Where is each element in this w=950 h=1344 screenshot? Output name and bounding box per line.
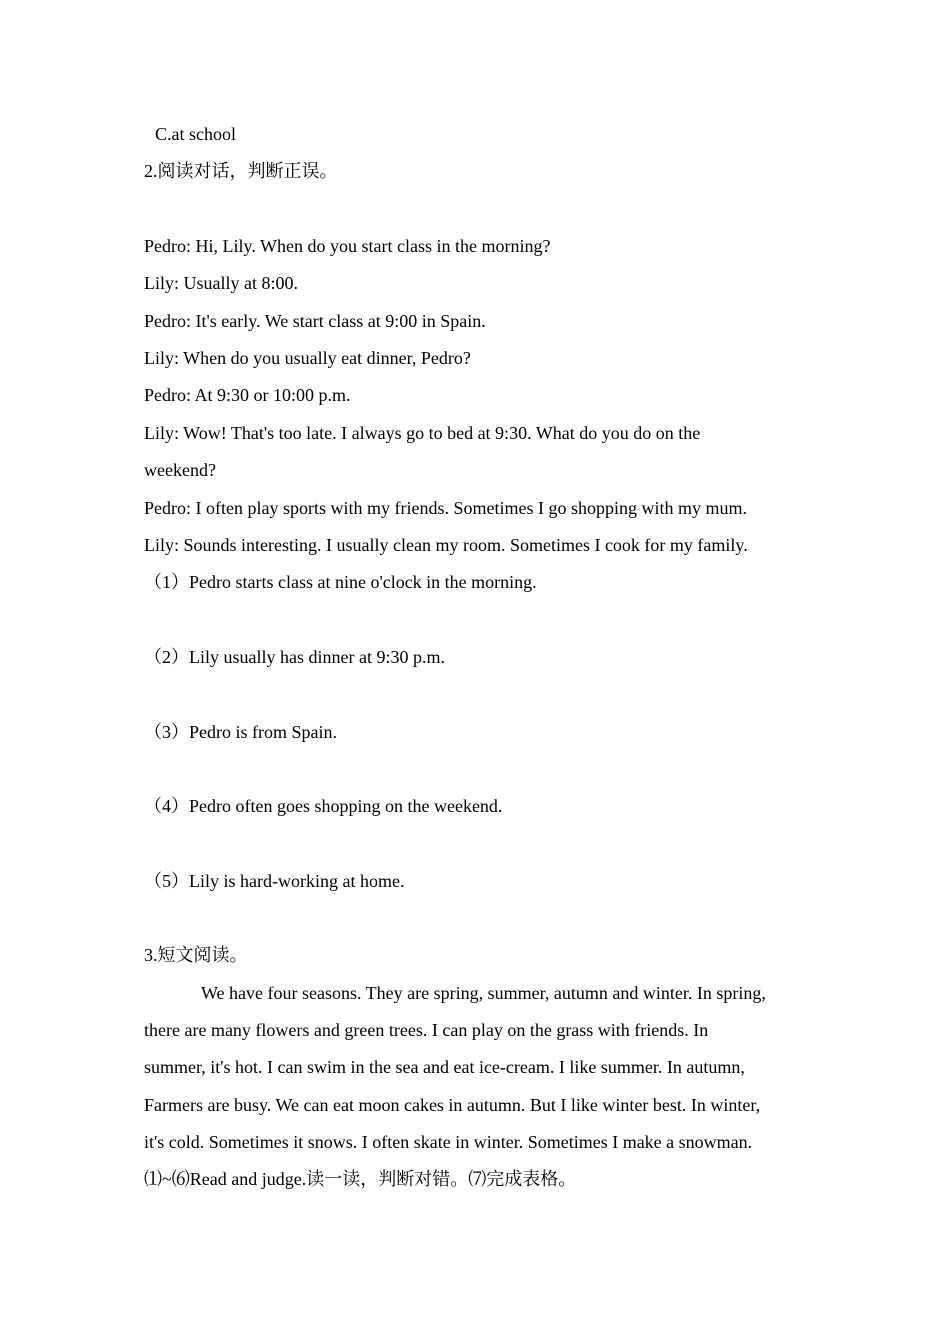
q1-option-c: C.at school [155, 124, 236, 144]
dialogue-line: Lily: Sounds interesting. I usually clean my room. Sometimes I cook for my family. [144, 535, 748, 555]
judge-statement-4: （4）Pedro often goes shopping on the weekend. [144, 796, 503, 816]
judge-statement-3: （3）Pedro is from Spain. [144, 722, 337, 742]
q3-heading: 3.短文阅读。 [144, 945, 248, 965]
passage-line: Farmers are busy. We can eat moon cakes in autumn. But I like winter best. In winter, [144, 1095, 761, 1115]
passage-line: summer, it's hot. I can swim in the sea and eat ice-cream. I like summer. In autumn, [144, 1057, 745, 1077]
dialogue-line: Lily: Usually at 8:00. [144, 273, 298, 293]
q2-heading: 2.阅读对话，判断正误。 [144, 161, 338, 181]
q3-instruction: ⑴~⑹Read and judge.读一读，判断对错。⑺完成表格。 [144, 1169, 577, 1189]
judge-statement-1: （1）Pedro starts class at nine o'clock in the morning. [144, 572, 537, 592]
passage-line: there are many flowers and green trees. I can play on the grass with friends. In [144, 1020, 709, 1040]
passage-line: We have four seasons. They are spring, summer, autumn and winter. In spring, [201, 983, 766, 1003]
judge-statement-5: （5）Lily is hard-working at home. [144, 871, 405, 891]
dialogue-line: Pedro: At 9:30 or 10:00 p.m. [144, 385, 351, 405]
dialogue-line: Pedro: Hi, Lily. When do you start class in the morning? [144, 236, 551, 256]
judge-statement-2: （2）Lily usually has dinner at 9:30 p.m. [144, 647, 445, 667]
passage-line: it's cold. Sometimes it snows. I often skate in winter. Sometimes I make a snowman. [144, 1132, 753, 1152]
dialogue-line: Pedro: I often play sports with my friends. Sometimes I go shopping with my mum. [144, 498, 747, 518]
dialogue-line: Lily: When do you usually eat dinner, Pedro? [144, 348, 471, 368]
dialogue-line: Pedro: It's early. We start class at 9:00 in Spain. [144, 311, 486, 331]
dialogue-line: weekend? [144, 460, 216, 480]
dialogue-line: Lily: Wow! That's too late. I always go to bed at 9:30. What do you do on the [144, 423, 701, 443]
